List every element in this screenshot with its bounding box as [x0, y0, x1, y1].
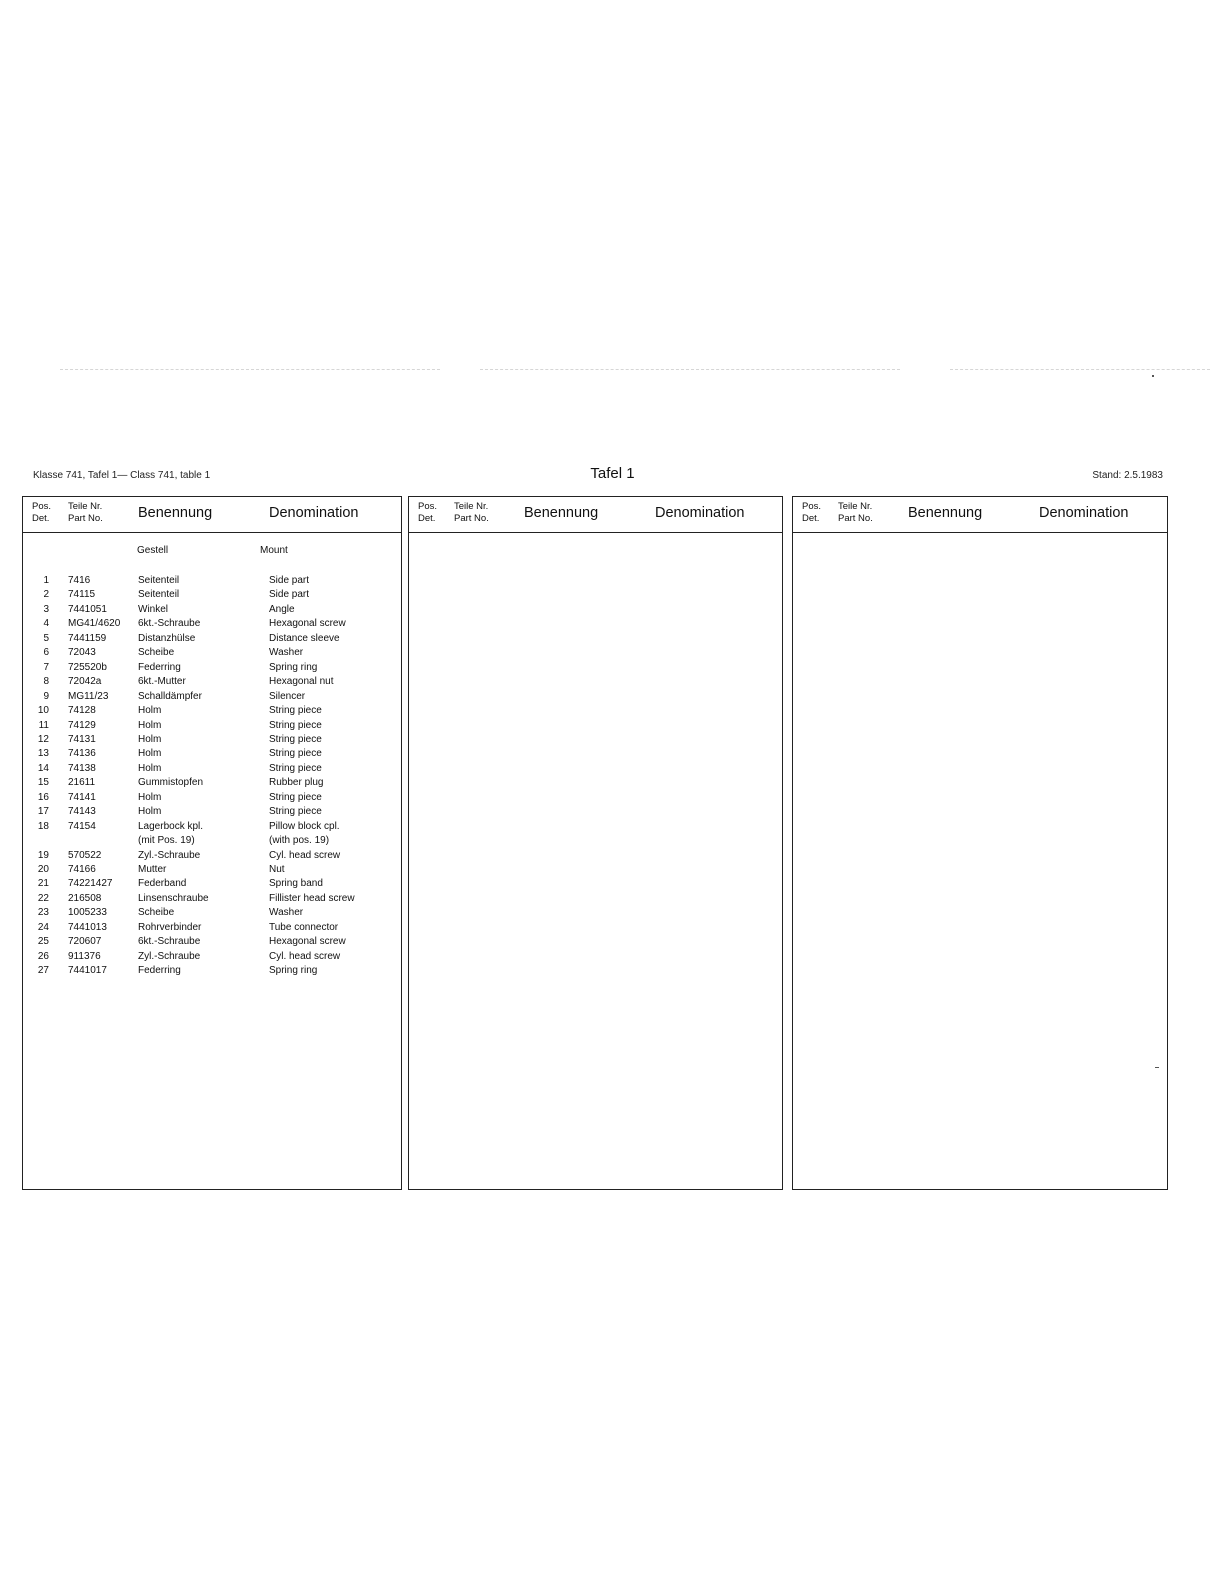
- col-part-no: Part No.: [68, 513, 103, 524]
- benennung-cell: Schalldämpfer: [138, 690, 202, 702]
- denomination-cell: Spring ring: [269, 965, 318, 977]
- part-no-cell: 7441159: [68, 632, 107, 644]
- pos-cell: 19: [37, 849, 49, 861]
- benennung-cell: Seitenteil: [138, 575, 180, 586]
- denomination-cell: String piece: [269, 719, 322, 731]
- col-pos: Pos.: [802, 501, 822, 512]
- denomination-cell: Washer: [269, 647, 304, 659]
- benennung-cell: Seitenteil: [138, 589, 180, 601]
- benennung-cell: Federring: [138, 965, 181, 977]
- pos-cell: 7: [43, 661, 49, 673]
- col-det: Det.: [802, 513, 820, 524]
- benennung-cell: (mit Pos. 19): [138, 835, 195, 847]
- pos-cell: 22: [37, 892, 49, 904]
- benennung-cell: Holm: [138, 762, 162, 774]
- part-no-cell: 74131: [68, 733, 96, 745]
- benennung-cell: Gummistopfen: [138, 777, 204, 789]
- pos-cell: 4: [43, 618, 49, 630]
- pos-cell: 10: [37, 705, 49, 717]
- denomination-cell: String piece: [269, 748, 322, 760]
- denomination-cell: Side part: [269, 589, 310, 601]
- parts-panel-3: [792, 496, 1168, 1190]
- col-denomination: Denomination: [269, 505, 359, 521]
- panel-2-column-header: [409, 497, 782, 533]
- pos-cell: 25: [37, 936, 49, 948]
- denomination-cell: String piece: [269, 705, 322, 717]
- denomination-cell: String piece: [269, 733, 322, 745]
- benennung-cell: 6kt.-Schraube: [138, 936, 201, 948]
- pos-cell: 8: [43, 676, 49, 688]
- denomination-cell: String piece: [269, 762, 322, 774]
- part-no-cell: 7416: [68, 575, 91, 586]
- pos-cell: 27: [37, 965, 49, 977]
- col-det: Det.: [418, 513, 436, 524]
- scan-mark: [1152, 375, 1154, 377]
- pos-cell: 16: [37, 791, 49, 803]
- part-no-cell: MG11/23: [68, 690, 109, 702]
- col-benennung: Benennung: [524, 505, 599, 521]
- part-no-cell: 74115: [68, 589, 96, 601]
- part-no-cell: 74141: [68, 791, 96, 803]
- col-pos: Pos.: [32, 501, 52, 512]
- denomination-cell: Silencer: [269, 690, 306, 702]
- pos-cell: 15: [37, 777, 49, 789]
- part-no-cell: 7441017: [68, 965, 107, 977]
- scan-artifact-line: [950, 369, 1210, 370]
- col-teile-nr: Teile Nr.: [838, 501, 873, 512]
- denomination-cell: Distance sleeve: [269, 632, 340, 644]
- part-no-cell: 725520b: [68, 661, 107, 673]
- part-no-cell: 72043: [68, 647, 96, 659]
- pos-cell: 5: [43, 632, 49, 644]
- pos-cell: 26: [37, 950, 49, 962]
- benennung-cell: Holm: [138, 748, 162, 760]
- denomination-cell: Hexagonal screw: [269, 618, 346, 630]
- benennung-cell: Winkel: [138, 603, 169, 615]
- part-no-cell: 7441051: [68, 603, 107, 615]
- part-no-cell: 72042a: [68, 676, 102, 688]
- denomination-cell: Angle: [269, 603, 295, 615]
- part-no-cell: 570522: [68, 849, 102, 861]
- class-table-label: Klasse 741, Tafel 1— Class 741, table 1: [33, 470, 211, 481]
- denomination-cell: Hexagonal nut: [269, 676, 334, 688]
- section-title-benennung: Gestell: [137, 545, 169, 556]
- benennung-cell: Zyl.-Schraube: [138, 950, 201, 962]
- scan-mark: [1155, 1067, 1159, 1068]
- part-no-cell: 74154: [68, 820, 96, 832]
- denomination-cell: String piece: [269, 806, 322, 818]
- denomination-cell: Spring band: [269, 878, 323, 890]
- part-no-cell: 74138: [68, 762, 96, 774]
- benennung-cell: Lagerbock kpl.: [138, 820, 204, 832]
- pos-cell: 20: [37, 864, 49, 875]
- denomination-cell: Fillister head screw: [269, 892, 355, 904]
- pos-cell: 6: [43, 647, 49, 659]
- denomination-cell: Side part: [269, 575, 310, 586]
- part-no-cell: 1005233: [68, 907, 107, 919]
- col-pos: Pos.: [418, 501, 438, 512]
- pos-cell: 24: [37, 921, 49, 933]
- denomination-cell: Spring ring: [269, 661, 318, 673]
- pos-cell: 18: [37, 820, 49, 832]
- pos-cell: 1: [43, 575, 49, 586]
- benennung-cell: Scheibe: [138, 647, 175, 659]
- benennung-cell: Scheibe: [138, 907, 175, 919]
- benennung-cell: Federring: [138, 661, 181, 673]
- col-teile-nr: Teile Nr.: [454, 501, 489, 512]
- part-no-cell: 74166: [68, 864, 96, 875]
- benennung-cell: Holm: [138, 791, 162, 803]
- benennung-cell: Holm: [138, 719, 162, 731]
- col-part-no: Part No.: [838, 513, 873, 524]
- scan-artifact-line: [60, 369, 440, 370]
- col-benennung: Benennung: [908, 505, 983, 521]
- col-benennung: Benennung: [138, 505, 213, 521]
- pos-cell: 21: [37, 878, 49, 890]
- pos-cell: 11: [38, 719, 49, 731]
- pos-cell: 3: [43, 603, 49, 615]
- page-title: Tafel 1: [590, 465, 635, 482]
- revision-date: Stand: 2.5.1983: [1092, 470, 1163, 481]
- pos-cell: 13: [37, 748, 49, 760]
- benennung-cell: Distanzhülse: [138, 632, 196, 644]
- benennung-cell: Holm: [138, 733, 162, 745]
- panel-1-column-header: [23, 497, 401, 533]
- section-title-denomination: Mount: [260, 545, 288, 556]
- denomination-cell: Washer: [269, 907, 304, 919]
- pos-cell: 17: [37, 806, 49, 818]
- part-no-cell: 74221427: [68, 878, 113, 890]
- benennung-cell: Holm: [138, 806, 162, 818]
- denomination-cell: Hexagonal screw: [269, 936, 346, 948]
- benennung-cell: Rohrverbinder: [138, 921, 202, 933]
- part-no-cell: MG41/4620: [68, 618, 121, 630]
- part-no-cell: 7441013: [68, 921, 107, 933]
- pos-cell: 14: [37, 762, 49, 774]
- benennung-cell: 6kt.-Mutter: [138, 676, 186, 688]
- denomination-cell: Pillow block cpl.: [269, 820, 340, 832]
- col-denomination: Denomination: [655, 505, 745, 521]
- part-no-cell: 216508: [68, 892, 102, 904]
- col-det: Det.: [32, 513, 50, 524]
- denomination-cell: Cyl. head screw: [269, 950, 341, 962]
- benennung-cell: Federband: [138, 878, 187, 890]
- pos-cell: 12: [37, 733, 49, 745]
- denomination-cell: String piece: [269, 791, 322, 803]
- benennung-cell: Mutter: [138, 864, 167, 875]
- pos-cell: 9: [43, 690, 49, 702]
- part-no-cell: 720607: [68, 936, 102, 948]
- scan-artifact-line: [480, 369, 900, 370]
- denomination-cell: Rubber plug: [269, 777, 324, 789]
- col-teile-nr: Teile Nr.: [68, 501, 103, 512]
- part-no-cell: 74143: [68, 806, 96, 818]
- parts-panel-2: [408, 496, 783, 1190]
- part-no-cell: 911376: [68, 950, 101, 962]
- denomination-cell: Tube connector: [269, 921, 339, 933]
- part-no-cell: 74136: [68, 748, 96, 760]
- col-denomination: Denomination: [1039, 505, 1129, 521]
- benennung-cell: 6kt.-Schraube: [138, 618, 201, 630]
- col-part-no: Part No.: [454, 513, 489, 524]
- pos-cell: 2: [43, 589, 49, 601]
- parts-panel-1: [22, 496, 402, 1190]
- pos-cell: 23: [37, 907, 49, 919]
- benennung-cell: Holm: [138, 705, 162, 717]
- part-no-cell: 74128: [68, 705, 96, 717]
- benennung-cell: Linsenschraube: [138, 892, 209, 904]
- denomination-cell: Nut: [269, 864, 285, 875]
- panel-3-column-header: [793, 497, 1167, 533]
- denomination-cell: Cyl. head screw: [269, 849, 341, 861]
- denomination-cell: (with pos. 19): [269, 835, 330, 847]
- benennung-cell: Zyl.-Schraube: [138, 849, 201, 861]
- part-no-cell: 74129: [68, 719, 96, 731]
- part-no-cell: 21611: [68, 777, 96, 789]
